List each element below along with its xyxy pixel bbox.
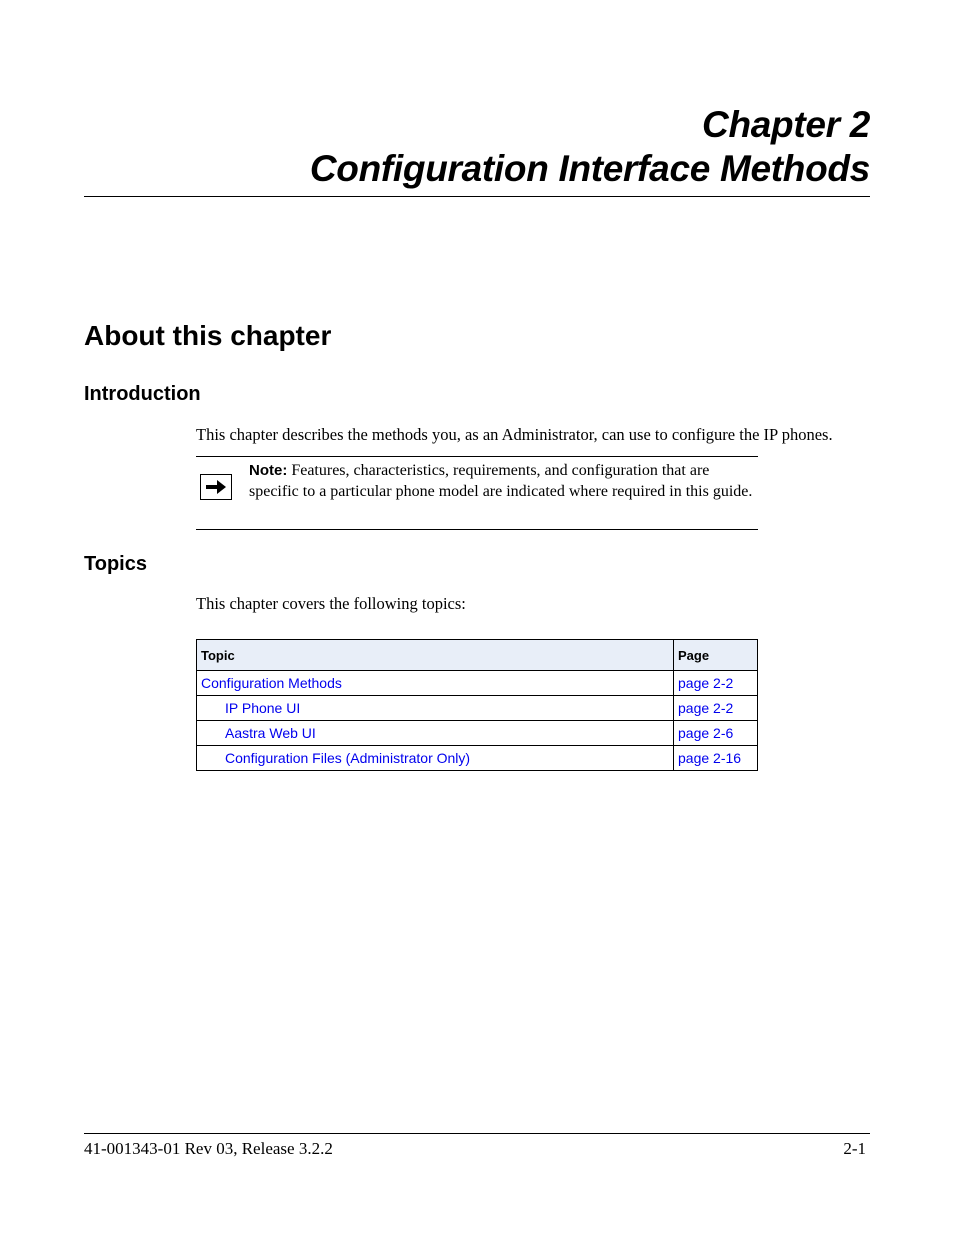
title-divider bbox=[84, 196, 870, 197]
note-label: Note: bbox=[249, 462, 288, 479]
topic-link[interactable] bbox=[197, 721, 674, 746]
note-text bbox=[249, 460, 754, 502]
page-link-text[interactable]: page 2-2 bbox=[678, 675, 734, 691]
page-link[interactable] bbox=[674, 671, 758, 696]
topics-heading: Topics bbox=[84, 553, 147, 575]
header-page: Page bbox=[674, 640, 758, 671]
footer-doc-id: 41-001343-01 Rev 03, Release 3.2.2 bbox=[84, 1139, 333, 1158]
page-link[interactable] bbox=[674, 696, 758, 721]
topic-link[interactable] bbox=[197, 746, 674, 771]
chapter-number: Chapter 2 bbox=[702, 104, 870, 145]
topic-link[interactable] bbox=[197, 671, 674, 696]
page-link[interactable] bbox=[674, 746, 758, 771]
page-link-text[interactable]: page 2-16 bbox=[678, 750, 742, 766]
topic-link-text[interactable]: IP Phone UI bbox=[225, 700, 301, 716]
topic-link-text[interactable]: Configuration Files (Administrator Only) bbox=[225, 750, 471, 766]
topics-text: This chapter covers the following topics: bbox=[196, 594, 466, 613]
note-box bbox=[196, 456, 758, 530]
chapter-title bbox=[310, 103, 870, 191]
table-row bbox=[197, 696, 758, 721]
footer-divider bbox=[84, 1133, 870, 1134]
note-body: Features, characteristics, requirements, and configuration that are specific to a particular phone model are indicated where required in this guide. bbox=[249, 462, 753, 500]
introduction-heading: Introduction bbox=[84, 383, 201, 405]
topic-link-text[interactable]: Configuration Methods bbox=[201, 675, 342, 691]
topic-link-text[interactable]: Aastra Web UI bbox=[225, 725, 316, 741]
topic-link[interactable] bbox=[197, 696, 674, 721]
page-link-text[interactable]: page 2-6 bbox=[678, 725, 734, 741]
table-row bbox=[197, 671, 758, 696]
introduction-text: This chapter describes the methods you, as an Administrator, can use to configure the IP phones. bbox=[196, 425, 833, 444]
header-topic: Topic bbox=[197, 640, 674, 671]
chapter-name: Configuration Interface Methods bbox=[309, 148, 870, 189]
page-link[interactable] bbox=[674, 721, 758, 746]
section-heading: About this chapter bbox=[84, 320, 332, 351]
right-arrow-icon bbox=[200, 474, 232, 500]
page-link-text[interactable]: page 2-2 bbox=[678, 700, 734, 716]
table-row bbox=[197, 746, 758, 771]
topics-table bbox=[196, 639, 758, 771]
table-row bbox=[197, 721, 758, 746]
footer-page-number: 2-1 bbox=[843, 1139, 866, 1158]
table-header-row bbox=[197, 640, 758, 671]
